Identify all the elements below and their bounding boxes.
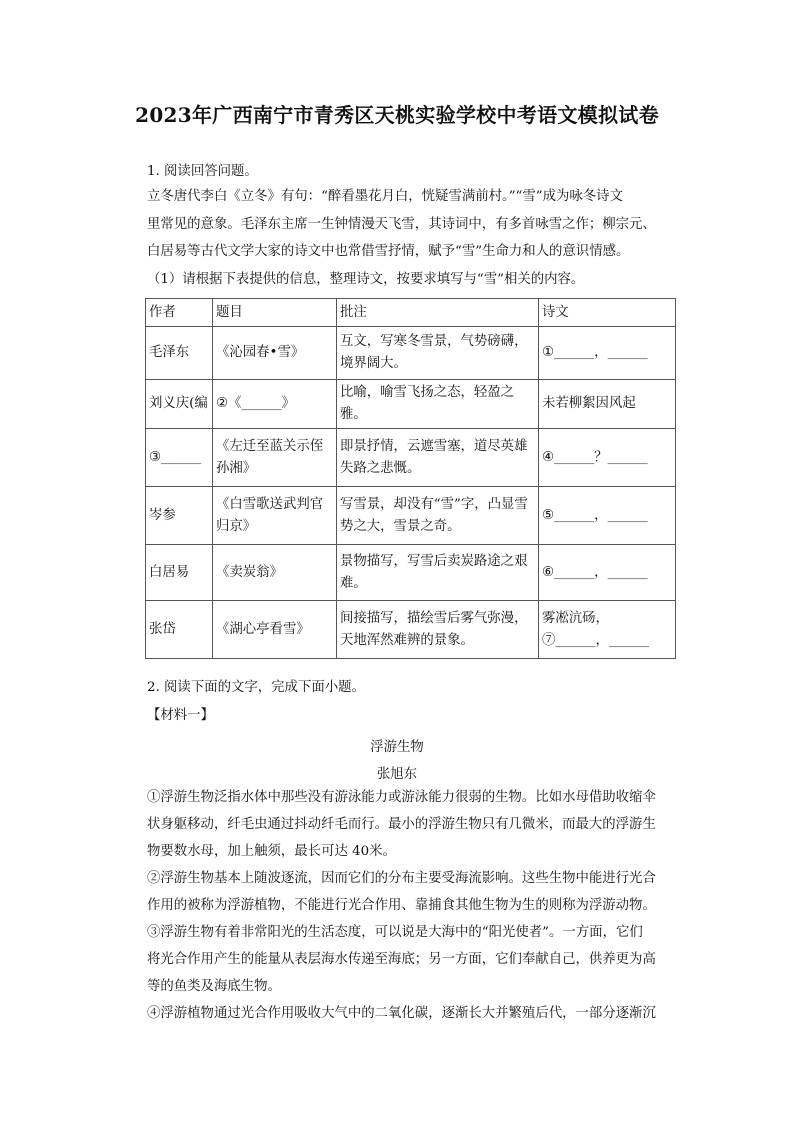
table-header-row	[146, 299, 676, 327]
cell-poem: ①______，______	[539, 327, 676, 380]
header-title: 题目	[213, 299, 337, 327]
header-author: 作者	[146, 299, 213, 327]
cell-author: 白居易	[146, 545, 213, 601]
cell-author: 张岱	[146, 601, 213, 659]
cell-title: 《沁园春•雪》	[213, 327, 337, 380]
q1-intro-line: 里常见的意象。毛泽东主席一生钟情漫天飞雪，其诗词中，有多首咏雪之作；柳宗元、	[147, 217, 656, 232]
cell-author: ③______	[146, 429, 213, 487]
cell-title: 《白雪歌送武判官归京》	[213, 487, 337, 545]
table-row	[146, 601, 676, 659]
q1-intro-line: 立冬唐代李白《立冬》有句：“醉看墨花月白，恍疑雪满前村。”“雪”成为咏冬诗文	[147, 189, 623, 204]
header-note: 批注	[337, 299, 539, 327]
cell-note: 间接描写，描绘雪后雾气弥漫，天地浑然难辨的景象。	[337, 601, 539, 659]
paragraph-line: ①浮游生物泛指水体中那些没有游泳能力或游泳能力很弱的生物。比如水母借助收缩伞	[147, 790, 656, 805]
paragraph-line: ③浮游生物有着非常阳光的生活态度，可以说是大海中的“阳光使者”。一方面，它们	[147, 925, 643, 940]
cell-title: 《湖心亭看雪》	[213, 601, 337, 659]
table-row	[146, 545, 676, 601]
article-author: 张旭东	[376, 767, 418, 782]
cell-author: 毛泽东	[146, 327, 213, 380]
q1-heading: 1. 阅读回答问题。	[147, 164, 258, 179]
cell-note: 写雪景，却没有“雪”字，凸显雪势之大，雪景之奇。	[337, 487, 539, 545]
cell-title: 《左迁至蓝关示侄孙湘》	[213, 429, 337, 487]
table-row	[146, 380, 676, 429]
poem-table	[145, 298, 676, 659]
table-row	[146, 429, 676, 487]
cell-note: 即景抒情，云遮雪塞，道尽英雄失路之悲慨。	[337, 429, 539, 487]
paragraph-line: ④浮游植物通过光合作用吸收大气中的二氧化碳，逐渐长大并繁殖后代，一部分逐渐沉	[147, 1006, 656, 1021]
paragraph-line: 将光合作用产生的能量从表层海水传递至海底；另一方面，它们奉献自己，供养更为高	[147, 952, 656, 967]
article-title: 浮游生物	[370, 740, 424, 755]
cell-poem: ⑤______，______	[539, 487, 676, 545]
header-poem: 诗文	[539, 299, 676, 327]
paragraph-line: 状身躯移动，纤毛虫通过抖动纤毛而行。最小的浮游生物只有几微米，而最大的浮游生	[147, 817, 656, 832]
cell-title: 《卖炭翁》	[213, 545, 337, 601]
cell-author: 刘义庆(编	[146, 380, 213, 429]
q2-heading: 2. 阅读下面的文字，完成下面小题。	[147, 680, 365, 695]
cell-note: 比喻，喻雪飞扬之态，轻盈之雅。	[337, 380, 539, 429]
cell-note: 互文，写寒冬雪景，气势磅礴，境界阔大。	[337, 327, 539, 380]
cell-poem: ④______？______	[539, 429, 676, 487]
cell-poem: 雾凇沆砀，⑦______，______	[539, 601, 676, 659]
cell-author: 岑参	[146, 487, 213, 545]
paragraph-line: 等的鱼类及海底生物。	[147, 979, 281, 994]
table-row	[146, 487, 676, 545]
cell-title: ②《______》	[213, 380, 337, 429]
paragraph-line: 作用的被称为浮游植物，不能进行光合作用、靠捕食其他生物为生的则称为浮游动物。	[147, 898, 656, 913]
page-title: 2023年广西南宁市青秀区天桃实验学校中考语文模拟试卷	[135, 103, 659, 127]
q1-intro-line: （1）请根据下表提供的信息，整理诗文，按要求填写与“雪”相关的内容。	[147, 272, 585, 287]
q1-intro-line: 白居易等古代文学大家的诗文中也常借雪抒情，赋予“雪”生命力和人的意识情感。	[147, 244, 630, 259]
cell-poem: 未若柳絮因风起	[539, 380, 676, 429]
table-row	[146, 327, 676, 380]
paragraph-line: 物要数水母，加上触须，最长可达 40米。	[147, 844, 396, 859]
paragraph-line: ②浮游生物基本上随波逐流，因而它们的分布主要受海流影响。这些生物中能进行光合	[147, 871, 656, 886]
cell-poem: ⑥______，______	[539, 545, 676, 601]
material-label: 【材料一】	[147, 708, 214, 723]
cell-note: 景物描写，写雪后卖炭路途之艰难。	[337, 545, 539, 601]
